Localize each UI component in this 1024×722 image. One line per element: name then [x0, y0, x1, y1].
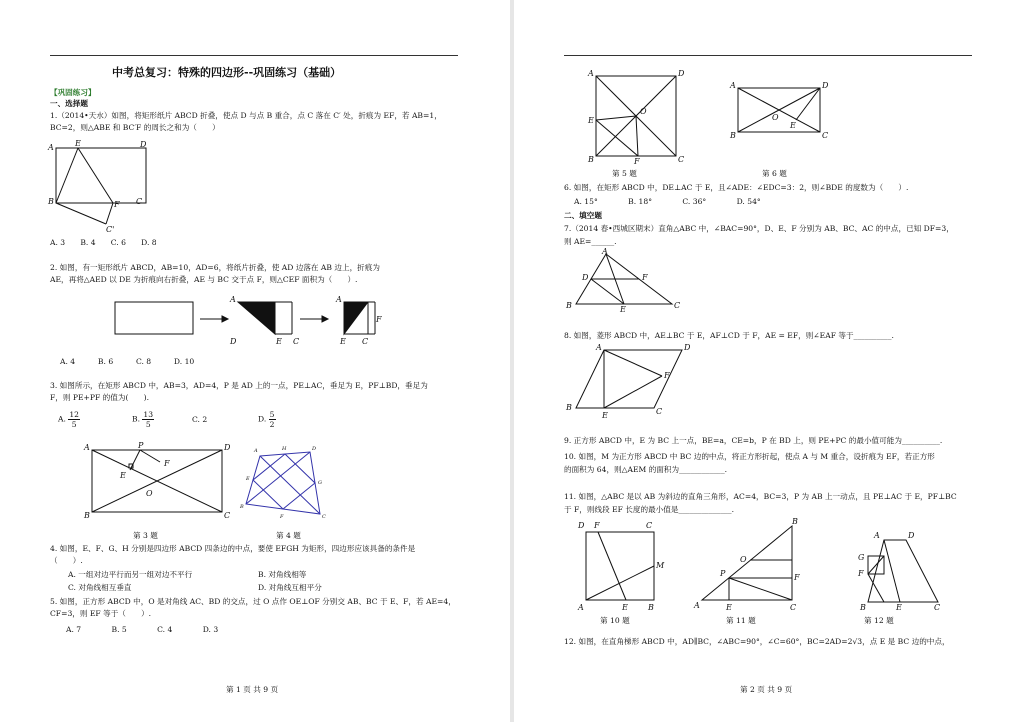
question-11-line-2: 于 F，则线段 EF 长度的最小值是______________. [564, 505, 735, 514]
svg-text:A: A [730, 81, 736, 90]
svg-text:M: M [656, 561, 665, 570]
svg-text:E: E [276, 337, 282, 346]
question-4-line-1: 4. 如图，E、F、G、H 分别是四边形 ABCD 四条边的中点，要使 EFGH 为矩形，四边形应该具备的条件是 [50, 544, 416, 553]
svg-text:O: O [146, 489, 153, 498]
svg-text:B: B [730, 131, 736, 140]
figure-q3 [82, 442, 232, 520]
question-7-line-1: 7.（2014 春•西城区期末）直角△ABC 中，∠BAC=90°，D、E、F 分别为 AB、BC、AC 的中点，已知 DF=3， [564, 224, 954, 233]
svg-text:D: D [684, 343, 691, 352]
svg-text:F: F [594, 521, 600, 530]
svg-text:E: E [588, 116, 594, 125]
svg-text:A: A [602, 247, 608, 256]
svg-text:O: O [640, 107, 647, 116]
svg-text:O: O [740, 555, 747, 564]
question-6-line-1: 6. 如图，在矩形 ABCD 中，DE⊥AC 于 E，且∠ADE：∠EDC=3：2，则∠BDE 的度数为（ ）. [564, 183, 909, 192]
svg-text:B: B [84, 511, 90, 520]
header-rule-2 [564, 55, 972, 56]
svg-text:F: F [664, 371, 670, 380]
svg-text:B: B [566, 403, 572, 412]
svg-text:A: A [84, 443, 90, 452]
question-9-line-1: 9. 正方形 ABCD 中，E 为 BC 上一点，BE=a，CE=b，P 在 BD 上，则 PE+PC 的最小值可能为__________. [564, 436, 943, 445]
figure-q8 [564, 342, 694, 424]
question-3-line-1: 3. 如图所示，在矩形 ABCD 中，AB=3，AD=4，P 是 AD 上的一点，PE⊥AC，垂足为 E，PF⊥BD，垂足为 [50, 381, 428, 390]
svg-text:E: E [620, 305, 626, 314]
caption-figure-10: 第 10 题 [600, 616, 630, 625]
caption-figure-11: 第 11 题 [726, 616, 756, 625]
svg-text:B: B [588, 155, 594, 164]
svg-text:F: F [858, 569, 864, 578]
svg-text:A: A [48, 143, 54, 152]
figure-q10 [574, 518, 674, 610]
question-4-option-c: C. 对角线相互垂直 [68, 583, 132, 592]
svg-text:A: A [596, 343, 602, 352]
fraction-option-b: $\frac{13}{5}$ [143, 410, 154, 429]
question-11-line-1: 11. 如图，△ABC 是以 AB 为斜边的直角三角形，AC=4，BC=3，P 为 AB 上一动点，且 PE⊥AC 于 E，PF⊥BC [564, 492, 957, 501]
question-2-line-1: 2. 如图，有一矩形纸片 ABCD，AB=10，AD=6，将纸片折叠，使 AD 边落在 AB 边上，折痕为 [50, 263, 380, 272]
question-3-line-2: F，则 PE+PF 的值为( ). [50, 393, 149, 402]
header-rule [50, 55, 458, 56]
svg-text:C: C [322, 514, 326, 520]
figure-q6 [726, 80, 836, 142]
question-5-options: A. 7 B. 5 C. 4 D. 3 [66, 625, 219, 634]
svg-text:C: C [136, 197, 143, 206]
svg-text:D: D [582, 273, 589, 282]
svg-text:B: B [860, 603, 866, 612]
svg-text:D: D [908, 531, 915, 540]
caption-figure-3: 第 3 题 [133, 531, 158, 540]
svg-text:E: E [340, 337, 346, 346]
svg-text:H: H [282, 446, 287, 452]
svg-text:D: D [140, 140, 147, 149]
question-5-line-1: 5. 如图，正方形 ABCD 中，O 是对角线 AC、BD 的交点，过 O 点作 OE⊥OF 分别交 AB、BC 于 E、F，若 AE=4， [50, 597, 456, 606]
svg-text:F: F [642, 273, 648, 282]
page-footer-1: 第 1 页 共 9 页 [226, 685, 279, 694]
question-2-options: A. 4 B. 6 C. 8 D. 10 [60, 357, 195, 366]
question-3-option-d: D. $\frac{5}{2}$ [258, 410, 275, 429]
svg-text:C: C [656, 407, 663, 416]
svg-text:G: G [318, 480, 322, 486]
svg-text:G: G [858, 553, 865, 562]
svg-text:C: C [362, 337, 369, 346]
svg-text:A: A [254, 448, 258, 454]
figure-q2 [100, 292, 400, 350]
question-4-option-d: D. 对角线互相平分 [258, 583, 322, 592]
svg-text:C: C [646, 521, 653, 530]
section-heading-fill: 二、填空题 [564, 211, 602, 220]
svg-text:C: C [674, 301, 681, 310]
question-4-option-a: A. 一组对边平行而另一组对边不平行 [68, 570, 193, 579]
svg-text:F: F [794, 573, 800, 582]
section-heading-choice: 一、选择题 [50, 99, 88, 108]
svg-text:D: D [678, 69, 685, 78]
svg-text:A: A [336, 295, 342, 304]
svg-text:C: C [678, 155, 685, 164]
figure-q11 [692, 518, 802, 610]
svg-text:F: F [114, 200, 120, 209]
page-title: 中考总复习：特殊的四边形--巩固练习（基础） [112, 66, 342, 79]
svg-text:A: A [694, 601, 700, 610]
svg-text:A: A [230, 295, 236, 304]
svg-text:E: E [602, 411, 608, 420]
svg-text:C: C [790, 603, 797, 612]
question-3-option-c: C. 2 [192, 415, 208, 424]
section-tag: 【巩固练习】 [50, 88, 96, 97]
svg-text:A: A [874, 531, 880, 540]
svg-text:C': C' [106, 225, 115, 234]
svg-text:B: B [240, 504, 244, 510]
question-1-line-2: BC=2，则△ABE 和 BC′F 的周长之和为（ ） [50, 123, 220, 132]
question-4-line-2: （ ）. [50, 556, 83, 565]
document-page-2 [514, 0, 1024, 722]
svg-text:E: E [120, 471, 126, 480]
question-7-line-2: 则 AE=______. [564, 237, 617, 246]
svg-text:D: D [822, 81, 829, 90]
svg-text:O: O [772, 113, 779, 122]
svg-text:C: C [224, 511, 231, 520]
svg-text:D: D [230, 337, 237, 346]
caption-figure-4: 第 4 题 [276, 531, 301, 540]
svg-text:C: C [293, 337, 300, 346]
question-4-option-b: B. 对角线相等 [258, 570, 307, 579]
svg-text:D: D [224, 443, 231, 452]
figure-q1 [48, 140, 158, 232]
svg-text:D: D [578, 521, 585, 530]
svg-text:E: E [622, 603, 628, 612]
svg-text:C: C [934, 603, 941, 612]
svg-text:B: B [48, 197, 54, 206]
figure-q7 [564, 248, 684, 312]
svg-text:B: B [566, 301, 572, 310]
caption-figure-12: 第 12 题 [864, 616, 894, 625]
figure-q5 [586, 68, 690, 164]
svg-text:P: P [138, 441, 144, 450]
question-5-line-2: CF=3，则 EF 等于（ ）. [50, 609, 152, 618]
question-3-option-b: B. $\frac{13}{5}$ [132, 410, 154, 429]
figure-q4 [240, 442, 330, 524]
question-6-options: A. 15° B. 18° C. 36° D. 54° [574, 197, 761, 206]
question-8-line-1: 8. 如图，菱形 ABCD 中，AE⊥BC 于 E，AF⊥CD 于 F，AE = EF，则∠EAF 等于__________. [564, 331, 894, 340]
question-12-line-1: 12. 如图，在直角梯形 ABCD 中，AD∥BC，∠ABC=90°，∠C=60°，BC=2AD=2√3，点 E 是 BC 边的中点， [564, 637, 950, 646]
svg-text:C: C [822, 131, 829, 140]
page-footer-2: 第 2 页 共 9 页 [740, 685, 793, 694]
question-10-line-1: 10. 如图，M 为正方形 ABCD 中 BC 边的中点，将正方形折起，使点 A 与 M 重合，设折痕为 EF，若正方形 [564, 452, 935, 461]
svg-text:E: E [726, 603, 732, 612]
svg-text:F: F [376, 315, 382, 324]
fraction-option-a: $\frac{12}{5}$ [69, 410, 79, 429]
question-10-line-2: 的面积为 64，则△AEM 的面积为____________. [564, 465, 728, 474]
svg-text:B: B [792, 517, 798, 526]
svg-text:E: E [790, 121, 796, 130]
question-1-line-1: 1.（2014•天水）如图，将矩形纸片 ABCD 折叠，使点 D 与点 B 重合，点 C 落在 C′ 处，折痕为 EF，若 AB=1， [50, 111, 442, 120]
svg-text:E: E [246, 476, 250, 482]
svg-text:E: E [896, 603, 902, 612]
question-1-options: A. 3 B. 4 C. 6 D. 8 [50, 238, 157, 247]
svg-text:P: P [720, 569, 726, 578]
svg-text:A: A [588, 69, 594, 78]
fraction-option-d: $\frac{5}{2}$ [269, 410, 275, 429]
svg-text:A: A [578, 603, 584, 612]
svg-text:B: B [648, 603, 654, 612]
document-page-1 [0, 0, 510, 722]
svg-text:D: D [312, 446, 317, 452]
figure-q12 [834, 526, 944, 612]
svg-text:E: E [75, 139, 81, 148]
svg-text:F: F [164, 459, 170, 468]
svg-text:F: F [634, 157, 640, 166]
caption-figure-6: 第 6 题 [762, 169, 787, 178]
question-3-option-a: A. $\frac{12}{5}$ [58, 410, 79, 429]
caption-figure-5: 第 5 题 [612, 169, 637, 178]
svg-text:F: F [280, 514, 284, 520]
question-2-line-2: AE，再将△AED 以 DE 为折痕向右折叠，AE 与 BC 交于点 F，则△CEF 面积为（ ）. [50, 275, 358, 284]
